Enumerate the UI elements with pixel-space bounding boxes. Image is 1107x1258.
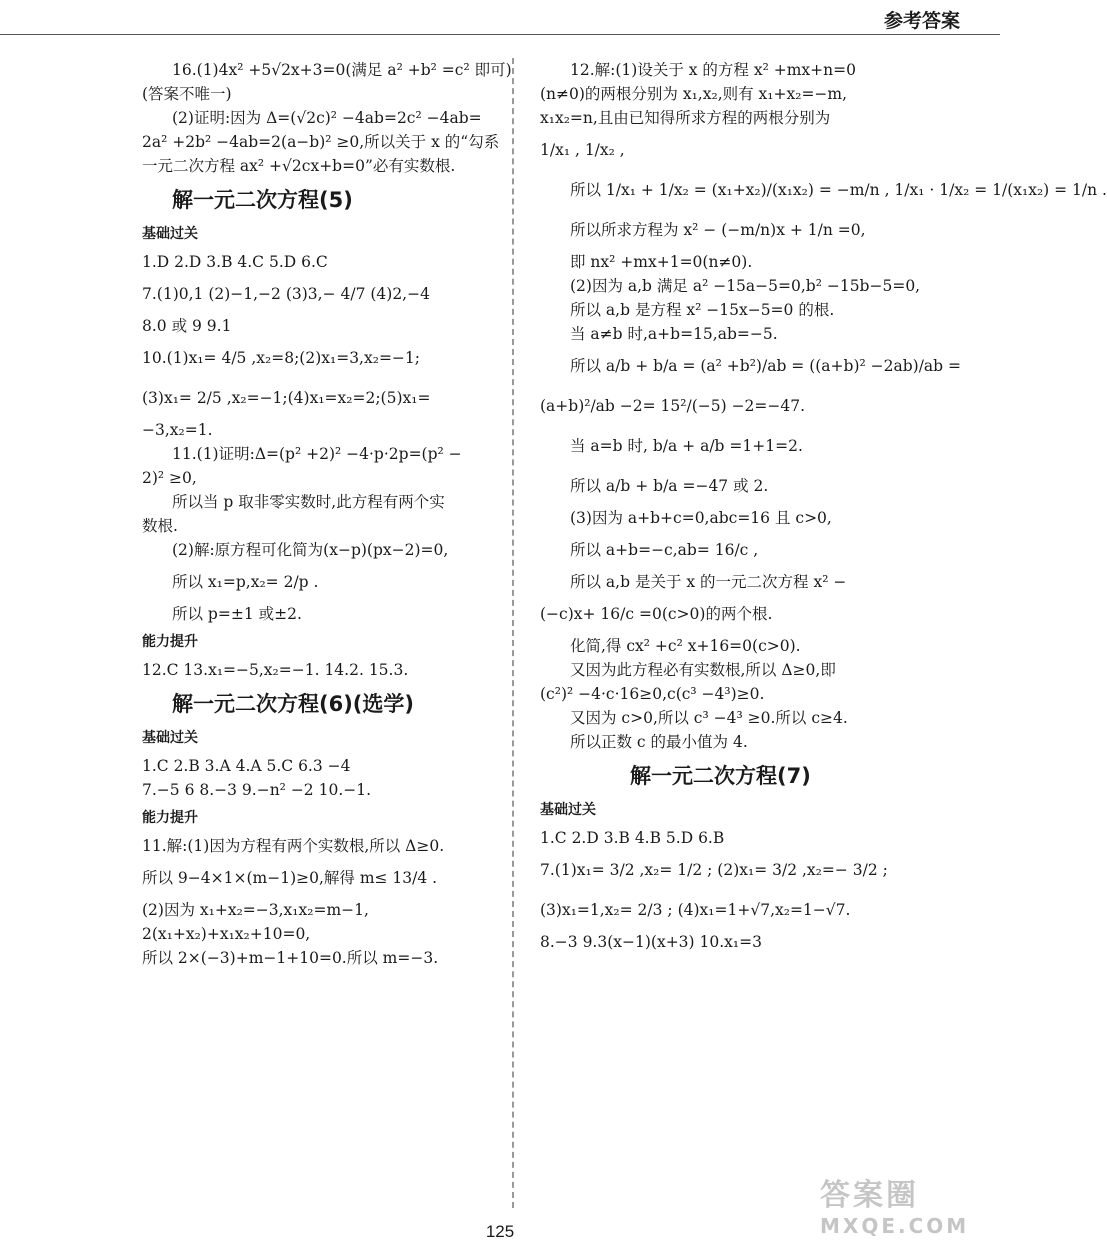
answer-line: 1.D 2.D 3.B 4.C 5.D 6.C xyxy=(142,253,328,271)
answer-line: 化简,得 cx² +c² x+16=0(c>0). xyxy=(570,637,801,655)
answer-line: 所以 a,b 是方程 x² −15x−5=0 的根. xyxy=(570,301,835,319)
answer-line: 所以 a/b + b/a = (a² +b²)/ab = ((a+b)² −2ab)/ab = xyxy=(570,357,961,375)
page-number: 125 xyxy=(485,1222,515,1241)
answer-line: (−c)x+ 16/c =0(c>0)的两个根. xyxy=(540,605,773,623)
page-header-title: 参考答案 xyxy=(883,10,960,32)
answer-line: 所以 1/x₁ + 1/x₂ = (x₁+x₂)/(x₁x₂) = −m/n , 1/x₁ · 1/x₂ = 1/(x₁x₂) = 1/n . xyxy=(570,181,1107,199)
answer-line: 当 a≠b 时,a+b=15,ab=−5. xyxy=(570,325,778,343)
answer-line: 16.(1)4x² +5√2x+3=0(满足 a² +b² =c² 即可) xyxy=(172,61,512,79)
answer-line: (答案不唯一) xyxy=(142,85,232,103)
answer-line: (2)解:原方程可化简为(x−p)(px−2)=0, xyxy=(172,541,449,559)
answer-line: 8.0 或 9 9.1 xyxy=(142,317,232,335)
subsection-label: 能力提升 xyxy=(142,634,198,650)
answer-line: 1.C 2.D 3.B 4.B 5.D 6.B xyxy=(540,829,725,847)
answer-line: 8.−3 9.3(x−1)(x+3) 10.x₁=3 xyxy=(540,933,762,951)
answer-line: 数根. xyxy=(142,517,178,535)
answer-line: 2)² ≥0, xyxy=(142,469,197,487)
subsection-label: 能力提升 xyxy=(142,810,198,826)
answer-line: 又因为此方程必有实数根,所以 Δ≥0,即 xyxy=(570,661,836,679)
subsection-label: 基础过关 xyxy=(540,802,596,818)
answer-line: 所以当 p 取非零实数时,此方程有两个实 xyxy=(172,493,445,511)
answer-line: (2)因为 x₁+x₂=−3,x₁x₂=m−1, xyxy=(142,901,369,919)
answer-line: (n≠0)的两根分别为 x₁,x₂,则有 x₁+x₂=−m, xyxy=(540,85,848,103)
subsection-label: 基础过关 xyxy=(142,226,198,242)
left-column xyxy=(142,58,512,1208)
answer-line: (3)x₁= 2/5 ,x₂=−1;(4)x₁=x₂=2;(5)x₁= xyxy=(142,389,431,407)
watermark-url: MXQE.COM xyxy=(820,1214,970,1238)
answer-line: 12.C 13.x₁=−5,x₂=−1. 14.2. 15.3. xyxy=(142,661,409,679)
right-column xyxy=(540,58,1107,1208)
answer-line: 当 a=b 时, b/a + a/b =1+1=2. xyxy=(570,437,803,455)
answer-line: (2)因为 a,b 满足 a² −15a−5=0,b² −15b−5=0, xyxy=(570,277,921,295)
section-title: 解一元二次方程(6)(选学) xyxy=(172,692,415,716)
answer-line: 所以正数 c 的最小值为 4. xyxy=(570,733,748,751)
answer-line: 所以所求方程为 x² − (−m/n)x + 1/n =0, xyxy=(570,221,866,239)
answer-line: 2a² +2b² −4ab=2(a−b)² ≥0,所以关于 x 的“勾系 xyxy=(142,133,500,151)
answer-line: 2(x₁+x₂)+x₁x₂+10=0, xyxy=(142,925,311,943)
section-title: 解一元二次方程(7) xyxy=(630,764,811,788)
answer-line: 所以 a/b + b/a =−47 或 2. xyxy=(570,477,769,495)
answer-line: −3,x₂=1. xyxy=(142,421,213,439)
answer-line: 7.(1)0,1 (2)−1,−2 (3)3,− 4/7 (4)2,−4 xyxy=(142,285,430,303)
answer-line: 所以 x₁=p,x₂= 2/p . xyxy=(172,573,319,591)
subsection-label: 基础过关 xyxy=(142,730,198,746)
answer-line: (3)因为 a+b+c=0,abc=16 且 c>0, xyxy=(570,509,832,527)
answer-line: 所以 2×(−3)+m−1+10=0.所以 m=−3. xyxy=(142,949,439,967)
answer-line: 11.(1)证明:Δ=(p² +2)² −4·p·2p=(p² − xyxy=(172,445,462,463)
answer-line: (3)x₁=1,x₂= 2/3 ; (4)x₁=1+√7,x₂=1−√7. xyxy=(540,901,851,919)
answer-line: (a+b)²/ab −2= 15²/(−5) −2=−47. xyxy=(540,397,806,415)
answer-line: 所以 a,b 是关于 x 的一元二次方程 x² − xyxy=(570,573,847,591)
answer-line: 1.C 2.B 3.A 4.A 5.C 6.3 −4 xyxy=(142,757,351,775)
answer-line: (2)证明:因为 Δ=(√2c)² −4ab=2c² −4ab= xyxy=(172,109,482,127)
column-divider xyxy=(512,58,514,1208)
answer-line: 7.(1)x₁= 3/2 ,x₂= 1/2 ; (2)x₁= 3/2 ,x₂=− 3/2 ; xyxy=(540,861,888,879)
watermark-text: 答案圈 xyxy=(820,1178,919,1213)
answer-line: 10.(1)x₁= 4/5 ,x₂=8;(2)x₁=3,x₂=−1; xyxy=(142,349,421,367)
answer-line: 7.−5 6 8.−3 9.−n² −2 10.−1. xyxy=(142,781,372,799)
answer-line: 11.解:(1)因为方程有两个实数根,所以 Δ≥0. xyxy=(142,837,445,855)
header-rule xyxy=(0,34,1000,35)
answer-line: 所以 9−4×1×(m−1)≥0,解得 m≤ 13/4 . xyxy=(142,869,438,887)
answer-line: 又因为 c>0,所以 c³ −4³ ≥0.所以 c≥4. xyxy=(570,709,848,727)
answer-line: 12.解:(1)设关于 x 的方程 x² +mx+n=0 xyxy=(570,61,856,79)
answer-line: 1/x₁ , 1/x₂ , xyxy=(540,141,625,159)
answer-line: (c²)² −4·c·16≥0,c(c³ −4³)≥0. xyxy=(540,685,765,703)
answer-line: 所以 p=±1 或±2. xyxy=(172,605,302,623)
answer-line: x₁x₂=n,且由已知得所求方程的两根分别为 xyxy=(540,109,831,127)
answer-line: 一元二次方程 ax² +√2cx+b=0”必有实数根. xyxy=(142,157,456,175)
section-title: 解一元二次方程(5) xyxy=(172,188,353,212)
answer-line: 即 nx² +mx+1=0(n≠0). xyxy=(570,253,753,271)
answer-line: 所以 a+b=−c,ab= 16/c , xyxy=(570,541,759,559)
